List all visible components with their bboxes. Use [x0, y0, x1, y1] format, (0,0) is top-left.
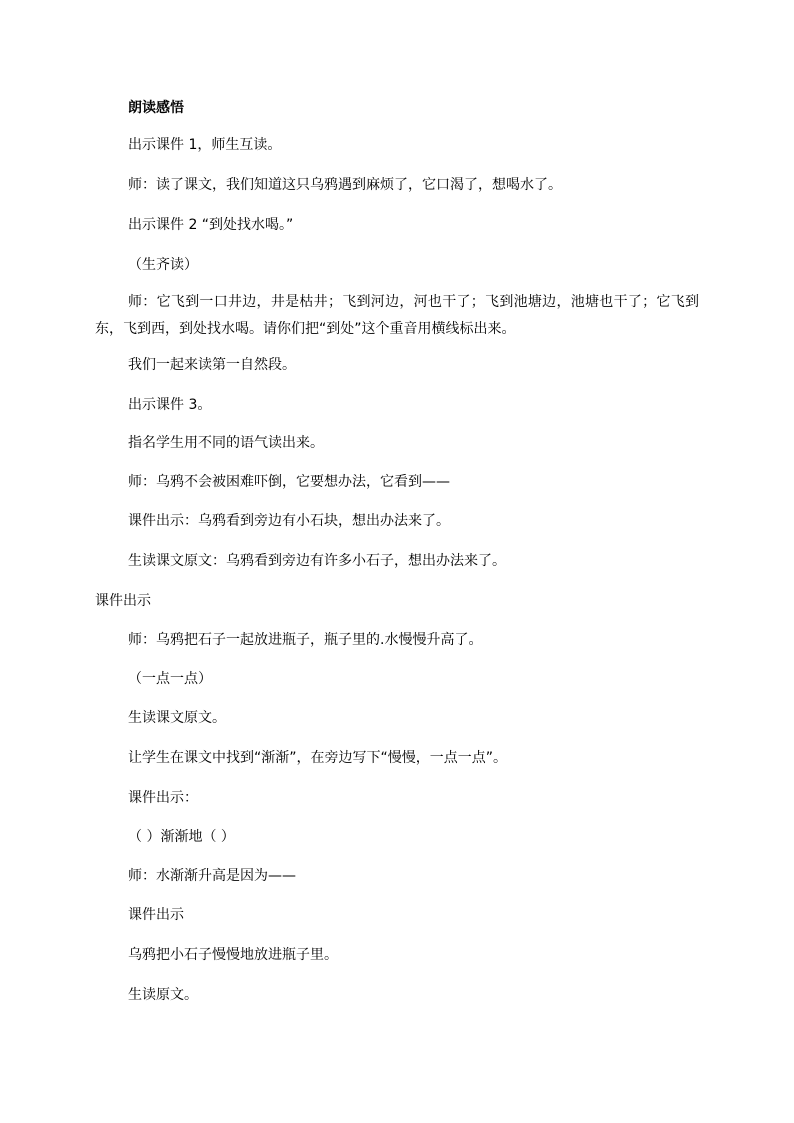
- paragraph: 课件出示: [128, 907, 184, 923]
- paragraph: 课件出示：: [128, 790, 198, 806]
- paragraph: 生读课文原文：乌鸦看到旁边有许多小石子，想出办法来了。: [128, 553, 506, 569]
- paragraph: 生读课文原文。: [128, 710, 226, 726]
- paragraph: 出示课件 3。: [128, 397, 212, 413]
- paragraph: 乌鸦把小石子慢慢地放进瓶子里。: [128, 947, 338, 963]
- paragraph: （ ）渐渐地（ ）: [128, 829, 235, 845]
- section-heading: 朗读感悟: [128, 100, 184, 116]
- paragraph: 我们一起来读第一自然段。: [128, 357, 296, 373]
- paragraph: 师：乌鸦把石子一起放进瓶子，瓶子里的.水慢慢升高了。: [128, 632, 483, 648]
- paragraph: 师：水渐渐升高是因为——: [128, 868, 296, 884]
- paragraph: 出示课件 1，师生互读。: [128, 137, 282, 153]
- paragraph: 师：乌鸦不会被困难吓倒，它要想办法，它看到——: [128, 474, 450, 490]
- paragraph-wrapped: 师：它飞到一口井边，井是枯井；飞到河边，河也干了；飞到池塘边，池塘也干了；它飞到东，飞到西，到处找水喝。请你们把“到处”这个重音用横线标出来。: [95, 294, 699, 337]
- paragraph: 课件出示：乌鸦看到旁边有小石块，想出办法来了。: [128, 513, 450, 529]
- paragraph: 让学生在课文中找到“渐渐”，在旁边写下“慢慢，一点一点”。: [128, 750, 508, 766]
- paragraph: 生读原文。: [128, 987, 198, 1003]
- paragraph-unindented: 课件出示: [95, 593, 151, 609]
- paragraph: 师：读了课文，我们知道这只乌鸦遇到麻烦了，它口渴了，想喝水了。: [128, 177, 562, 193]
- paragraph: 出示课件 2 “到处找水喝。”: [128, 217, 294, 233]
- paragraph: 指名学生用不同的语气读出来。: [128, 435, 324, 451]
- paragraph: （一点一点）: [128, 671, 212, 687]
- paragraph: （生齐读）: [128, 257, 198, 273]
